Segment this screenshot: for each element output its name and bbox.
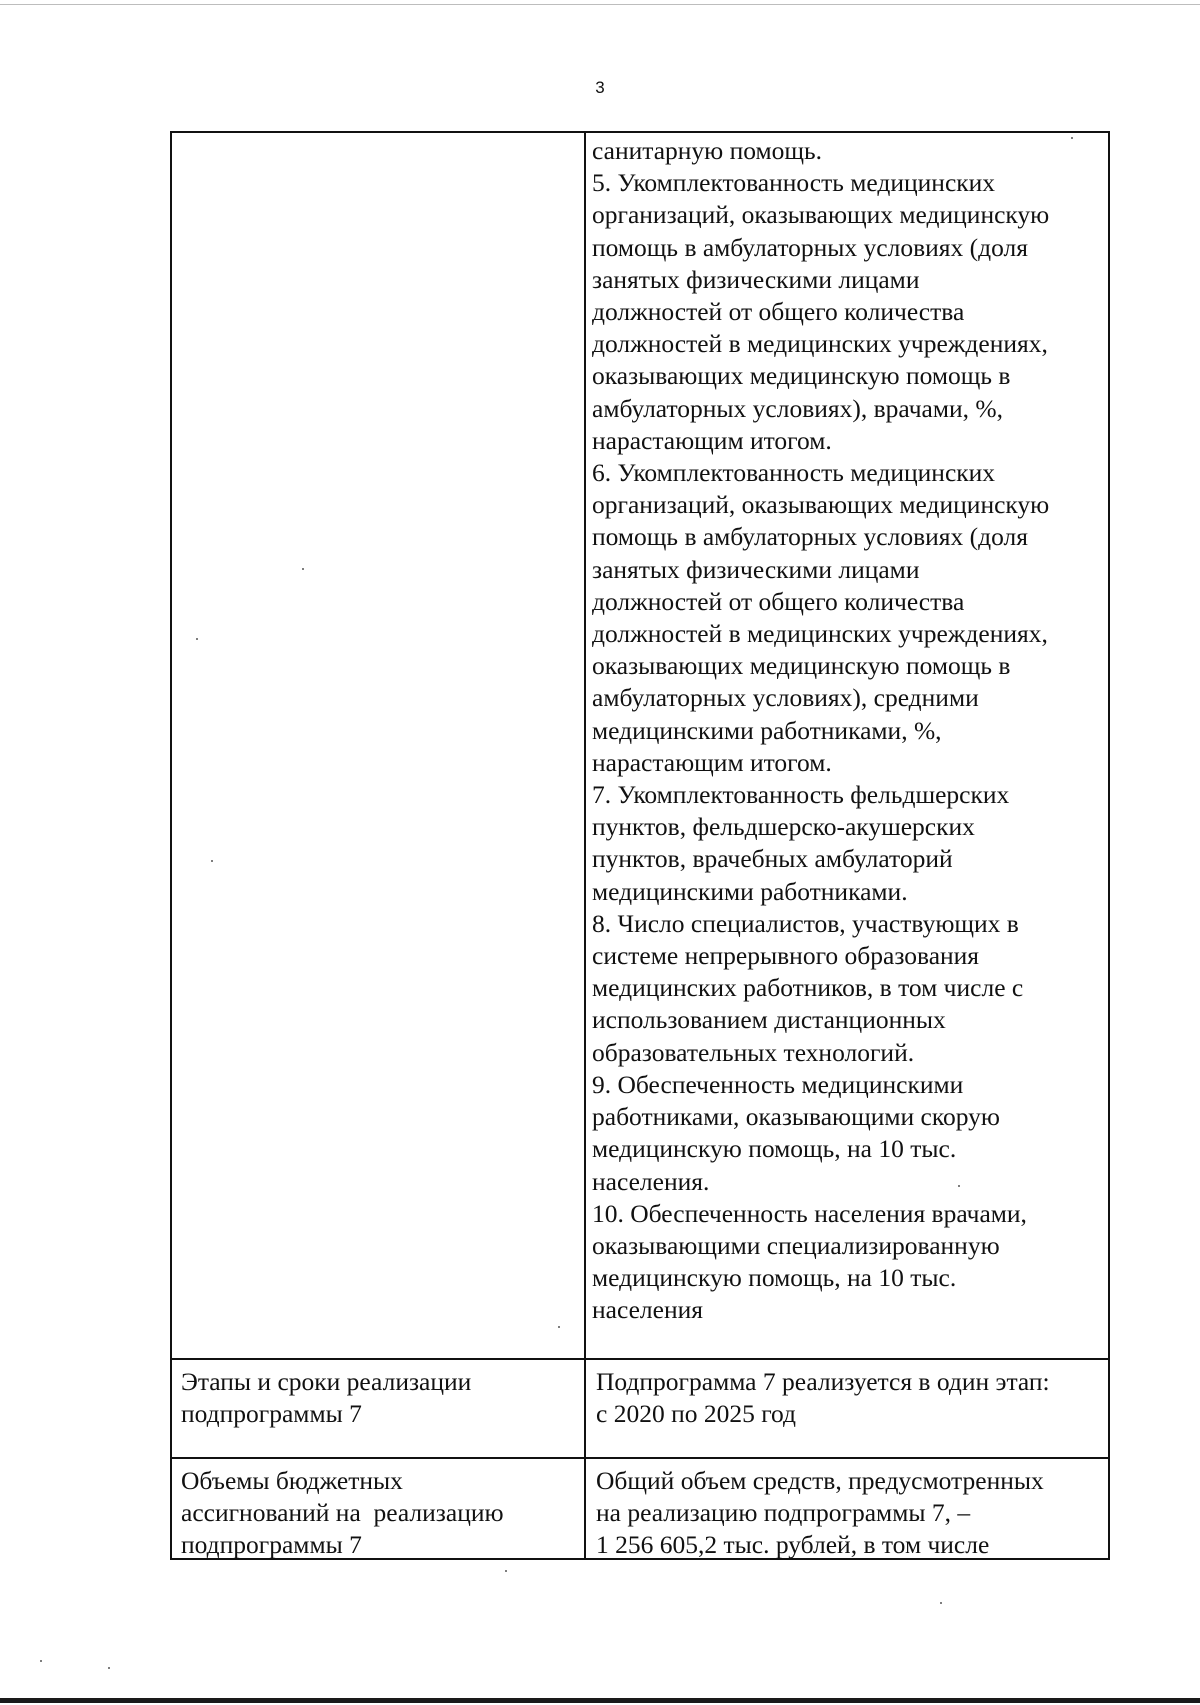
scan-speck xyxy=(211,860,213,862)
scan-speck xyxy=(196,638,198,640)
scan-speck xyxy=(302,568,304,570)
scan-speck xyxy=(108,1667,110,1669)
scan-speck xyxy=(40,1660,42,1662)
page-number: 3 xyxy=(595,78,605,97)
scan-speck xyxy=(558,1326,560,1328)
passport-table xyxy=(170,131,1110,1560)
table-column-divider xyxy=(584,131,586,1560)
table-row-3-label: Объемы бюджетных ассигнований на реализацию подпрограммы 7 xyxy=(181,1466,504,1560)
scan-speck xyxy=(505,1570,507,1572)
table-border-top xyxy=(170,131,1110,133)
table-row-divider xyxy=(170,1358,1110,1360)
scan-speck xyxy=(940,1602,942,1604)
table-border-left xyxy=(170,131,172,1560)
scan-bottom-edge-line xyxy=(0,1698,1200,1703)
scan-speck xyxy=(1071,137,1073,139)
scan-speck xyxy=(958,1185,960,1187)
table-row-2-label: Этапы и сроки реализации подпрограммы 7 xyxy=(181,1367,472,1429)
table-row-2-content: Подпрограмма 7 реализуется в один этап: с 2020 по 2025 год xyxy=(596,1367,1050,1429)
table-row-1-content: санитарную помощь. 5. Укомплектованность медицинских организаций, оказывающих медицинскую помощь в амбулаторных условиях (доля занятых физическими лицами должностей от общего количества должностей в медицинских учреждениях, оказывающих медицинскую помощь в амбулаторных условиях), врачами, %, нарастающим итогом. 6. Укомплектованность медицинских организаций, оказывающих медицинскую помощь в амбулаторных условиях (доля занятых физическими лицами должностей от общего количества должностей в медицинских учреждениях, оказывающих медицинскую помощь в амбулаторных условиях), средними медицинскими работниками, %, нарастающим итогом. 7. Укомплектованность фельдшерских пунктов, фельдшерско-акушерских пунктов, врачебных амбулаторий медицинскими работниками. 8. Число специалистов, участвующих в системе непрерывного образования медицинских работников, в том числе с использованием дистанционных образовательных технологий. 9. Обеспеченность медицинскими работниками, оказывающими скорую медицинскую помощь, на 10 тыс. населения. 10. Обеспеченность населения врачами, оказывающими специализированную медицинскую помощь, на 10 тыс. населения xyxy=(592,136,1050,1325)
table-row-3-content: Общий объем средств, предусмотренных на реализацию подпрограммы 7, – 1 256 605,2 тыс. рублей, в том числе xyxy=(596,1466,1044,1560)
scan-top-edge-line xyxy=(0,4,1200,5)
table-row-divider xyxy=(170,1457,1110,1459)
table-border-right xyxy=(1108,131,1110,1560)
